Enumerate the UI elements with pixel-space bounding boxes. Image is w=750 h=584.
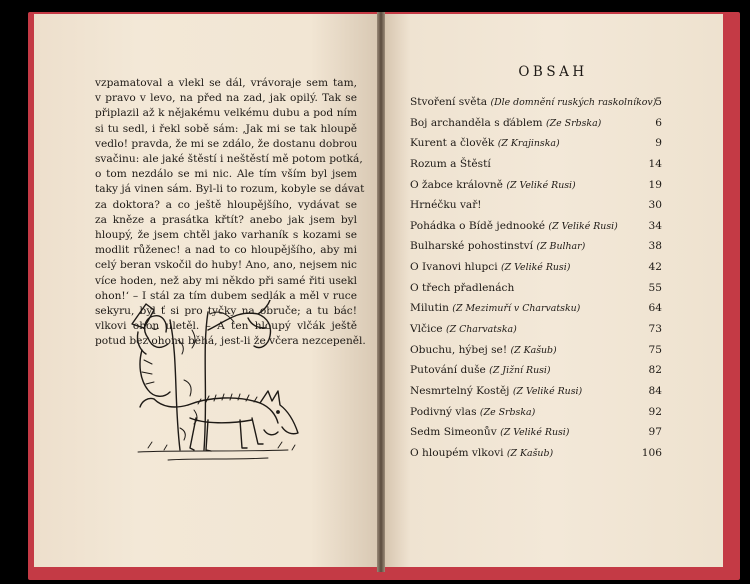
toc-entry <box>410 199 662 220</box>
book-gutter <box>377 12 385 572</box>
toc-title: O třech přadlenách <box>410 281 515 294</box>
toc-entry <box>410 385 662 406</box>
toc-title: Boj archanděla s ďáblem <box>410 116 543 129</box>
toc-title: Putování duše <box>410 364 486 377</box>
toc-source: (Ze Srbska) <box>479 406 536 418</box>
toc-title: Bulharské pohostinství <box>410 240 534 253</box>
toc-title: Podivný vlas <box>410 405 477 418</box>
toc-title: Hrnéčku vař! <box>410 199 482 212</box>
toc-title: Sedm Simeonův <box>410 426 497 439</box>
text-line: za kněze a prasátka křtít? anebo jak jsem byl <box>95 213 357 226</box>
toc-entry <box>410 220 662 241</box>
toc-title: Milutin <box>410 302 449 315</box>
toc-page: 19 <box>648 178 662 191</box>
text-line: více hoden, než aby mi někdo při samé řiti usekl <box>95 274 357 287</box>
toc-title: Vlčice <box>410 323 443 336</box>
text-line: v pravo v levo, na před na zad, jak opilý. Tak se <box>95 92 357 105</box>
toc-source: (Z Veliké Rusi) <box>500 427 570 439</box>
toc-source: (Z Kašub) <box>506 447 554 459</box>
toc-page: 64 <box>648 302 662 315</box>
toc-source: (Z Bulhar) <box>536 241 586 253</box>
toc-entry <box>410 117 662 138</box>
toc-entry <box>410 364 662 385</box>
toc-entry <box>410 240 662 261</box>
toc-source: (Z Veliké Rusi) <box>501 262 571 274</box>
toc-source: (Z Veliké Rusi) <box>506 179 576 191</box>
text-line: vlkovi ohon uletěl. – A ten hloupý vlčák ještě <box>95 320 357 333</box>
text-line: potud bez ohonu běhá, jest-li že včera nezcepeněl. <box>95 335 366 348</box>
text-line: hloupý, že jsem chtěl jako varhaník s kozami se <box>95 229 357 242</box>
text-line: modlit růženec! a nad to co hloupějšího, aby mi <box>95 244 357 257</box>
toc-entry <box>410 158 662 179</box>
toc-entry <box>410 344 662 365</box>
toc-entry <box>410 426 662 447</box>
toc-title: Nesmrtelný Kostěj <box>410 384 510 397</box>
toc-page: 38 <box>648 240 662 253</box>
text-line: taky já vinen sám. Byl-li to rozum, kobyle se dávat <box>95 183 365 196</box>
toc-page: 92 <box>648 405 662 418</box>
toc-source: (Z Mezimuří v Charvatsku) <box>452 303 581 315</box>
toc-page: 14 <box>648 157 662 170</box>
toc-title: O Ivanovi hlupci <box>410 261 498 274</box>
toc-title: O hloupém vlkovi <box>410 446 504 459</box>
text-line: o tom nezdálo se mi nic. Ale tím vším byl jsem <box>95 168 357 181</box>
toc-entry <box>410 302 662 323</box>
text-line: celý beran vskočil do huby! Ano, ano, nejsem nic <box>95 259 357 272</box>
toc-title: O žabce královně <box>410 178 503 191</box>
toc-page: 84 <box>648 384 662 397</box>
text-line: za doktora? a co ještě hloupějšího, vydávat se <box>95 198 357 211</box>
toc-source: (Z Veliké Rusi) <box>512 385 583 397</box>
toc-title: Pohádka o Bídě jednooké <box>410 219 546 232</box>
text-line: svačinu: ale jaké štěstí i neštěstí mě potom potká, <box>95 153 363 166</box>
toc-source: (Z Krajinska) <box>497 138 560 150</box>
toc-source: (Z Jižní Rusi) <box>489 365 551 377</box>
toc-page: 9 <box>655 137 662 150</box>
toc-entry <box>410 323 662 344</box>
text-line: vedlo! pravda, že mi se zdálo, že dostanu dobrou <box>95 137 358 150</box>
toc-entry <box>410 447 662 468</box>
toc-source: (Dle domnění ruských raskolníkov) <box>490 97 657 108</box>
text-line: si tu sedl, i řekl sobě sám: ‚Jak mi se tak hloupě <box>95 122 357 135</box>
text-line: připlazil až k nějakému velkému dubu a pod ním <box>95 107 357 120</box>
contents-heading: OBSAH <box>518 64 588 80</box>
toc-page: 55 <box>648 281 662 294</box>
toc-title: Kurent a člověk <box>410 137 495 150</box>
wolf-woodcutter-illustration <box>108 300 308 475</box>
toc-entry <box>410 137 662 158</box>
toc-source: (Ze Srbska) <box>545 117 602 129</box>
toc-page: 34 <box>648 219 662 232</box>
toc-page: 30 <box>648 199 662 212</box>
toc-title: Stvoření světa <box>410 96 488 108</box>
toc-page: 6 <box>655 116 662 129</box>
toc-entry <box>410 261 662 282</box>
toc-page: 75 <box>648 343 662 356</box>
toc-entry <box>410 282 662 303</box>
toc-page: 97 <box>648 426 662 439</box>
toc-page: 106 <box>641 446 662 459</box>
text-line: vzpamatoval a vlekl se dál, vrávoraje sem tam, <box>95 77 357 89</box>
toc-page: 42 <box>648 261 662 274</box>
toc-entry <box>410 179 662 200</box>
toc-title: Rozum a Štěstí <box>410 157 491 170</box>
toc-entry <box>410 96 662 117</box>
toc-page: 73 <box>648 323 662 336</box>
toc-source: (Z Kašub) <box>510 344 557 356</box>
toc-page: 5 <box>655 96 662 108</box>
text-line: ohon!‘ – I stál za tím dubem sedlák a měl v ruce <box>95 289 357 302</box>
toc-title: Obuchu, hýbej se! <box>410 343 508 356</box>
toc-source: (Z Charvatska) <box>445 324 517 336</box>
toc-source: (Z Veliké Rusi) <box>548 220 618 232</box>
text-line: sekyru, byl ť si pro tyčky na obruče; a tu bác! <box>95 305 357 318</box>
toc-page: 82 <box>648 364 662 377</box>
toc-entry <box>410 406 662 427</box>
table-of-contents <box>410 96 662 468</box>
